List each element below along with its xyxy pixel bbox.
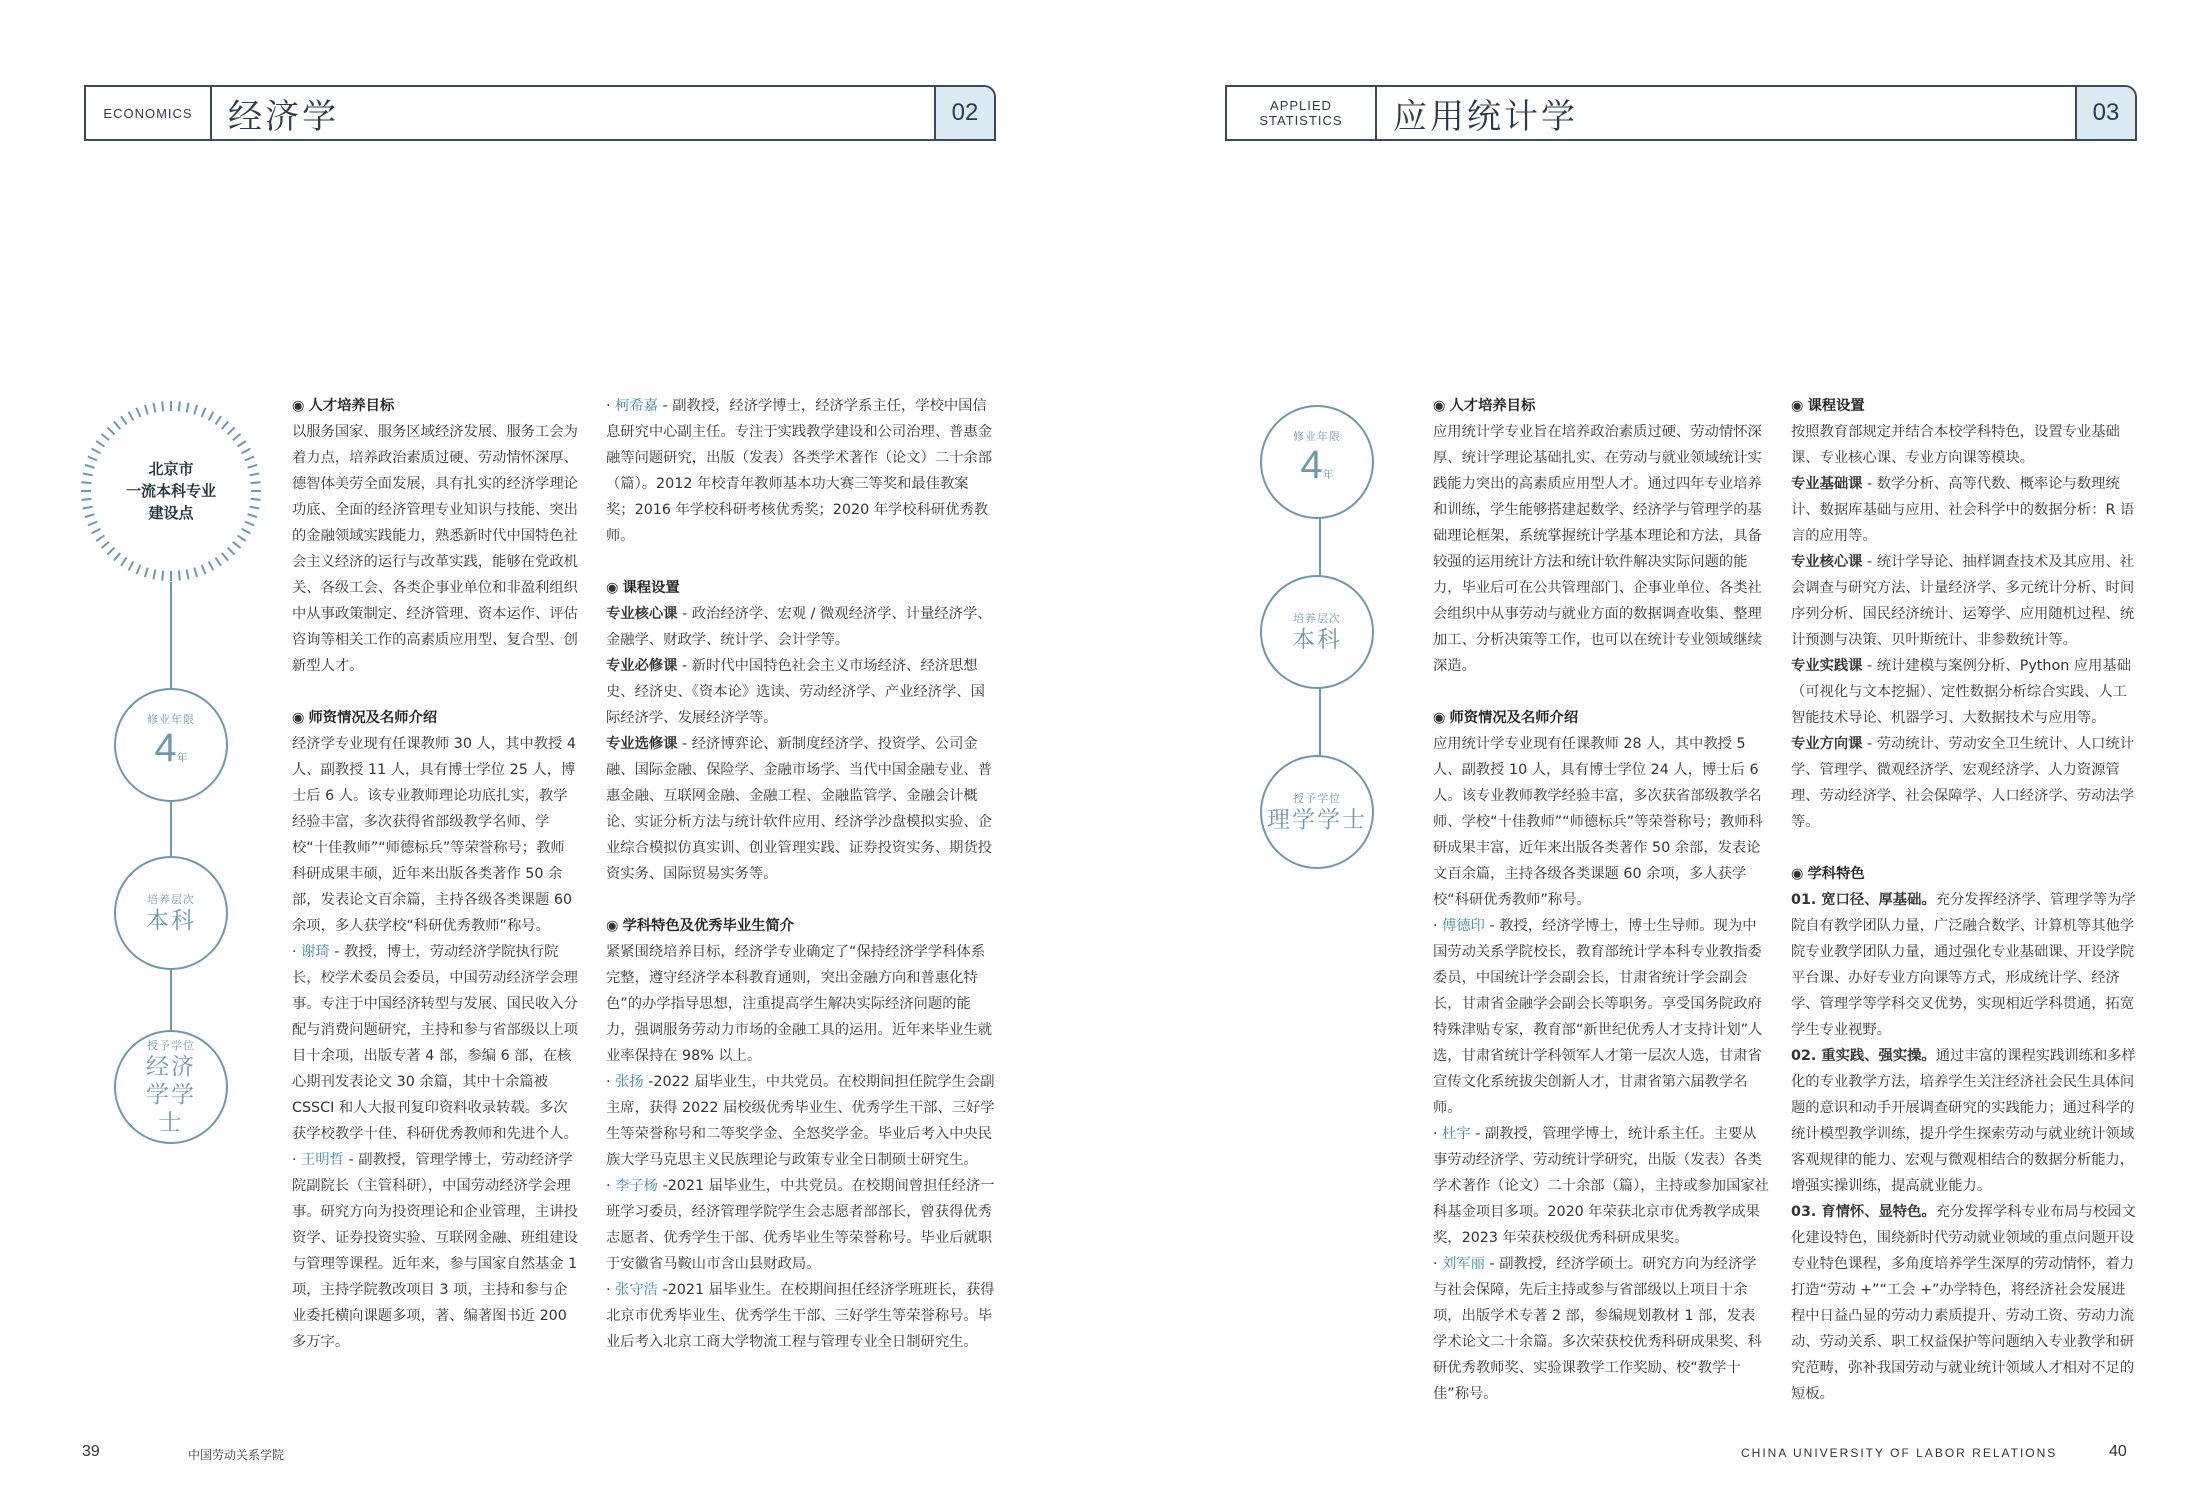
- header-number: 02: [934, 87, 994, 139]
- graduate-entry: · 张扬 -2022 届毕业生，中共党员。在校期间担任院学生会副主席，获得 2022 届校级优秀毕业生、优秀学生干部、三好学生等荣誉称号和二等奖学金、全怒奖学金。毕业后考入中央民族大学马克思主义民族理论与政策专业全日制硕士研究生。: [606, 1074, 995, 1168]
- course-paragraph: 按照教育部规定并结合本校学科特色，设置专业基础课、专业核心课、专业方向课等模块。: [1791, 424, 2120, 466]
- course-entry: 专业方向课 - 劳动统计、劳动安全卫生统计、人口统计学、管理学、微观经济学、宏观经济学、人力资源管理、劳动经济学、社会保障学、人口经济学、劳动法学等。: [1791, 736, 2135, 830]
- right-column-2: [1791, 393, 2137, 1407]
- left-column-1: [292, 393, 578, 1355]
- faculty-paragraph: 经济学专业现有任课教师 30 人，其中教授 4 人、副教授 11 人，具有博士学位 25 人，博士后 6 人。该专业教师理论功底扎实，教学经验丰富，多次获得省部级教学名师、学校“十佳教师”“师德标兵”等荣誉称号；教师科研成果丰硕，近年来出版各类著作 50 余部，发表论文百余篇，主持各级各类课题 60 余项，多人获学校“科研优秀教师”称号。: [292, 736, 576, 934]
- circle-value: 4: [154, 726, 177, 770]
- course-entry: 专业实践课 - 统计建模与案例分析、Python 应用基础（可视化与文本挖掘）、定性数据分析综合实践、人工智能技术导论、机器学习、大数据技术与应用等。: [1791, 658, 2131, 726]
- level-circle: [1260, 575, 1374, 689]
- faculty-paragraph: 应用统计学专业现有任课教师 28 人，其中教授 5 人、副教授 10 人，具有博士学位 24 人，博士后 6 人。该专业教师教学经验丰富，多次获省部级教学名师、学校“十佳教师”“师德标兵”等荣誉称号；教师科研成果丰富，近年来出版各类著作 50 余部，发表论文百余篇，主持各级各类课题 60 余项，多人获学校“科研优秀教师”称号。: [1433, 736, 1763, 908]
- page-number: 39: [82, 1443, 100, 1460]
- badge-line: 北京市: [148, 460, 194, 478]
- graduate-entry: · 张守浩 -2021 届毕业生。在校期间担任经济学班班长，获得北京市优秀毕业生、优秀学生干部、三好学生等荣誉称号。毕业后考入北京工商大学物流工程与管理专业全日制研究生。: [606, 1282, 995, 1350]
- section-header: [1225, 85, 2137, 141]
- section-heading: ◉ 课程设置: [1791, 398, 1865, 414]
- teacher-entry: · 杜宇 - 副教授，管理学博士，统计系主任。主要从事劳动经济学、劳动统计学研究，出版（发表）各类学术著作（论文）二十余部（篇），主持或参加国家社科基金项目多项。2020 年荣获北京市优秀教学成果奖，2023 年荣获校级优秀科研成果奖。: [1433, 1126, 1769, 1246]
- badge-line: 一流本科专业: [125, 482, 216, 500]
- section-heading: ◉ 人才培养目标: [292, 398, 395, 414]
- section-header: [84, 85, 996, 141]
- section-heading: ◉ 师资情况及名师介绍: [292, 710, 438, 726]
- circle-value: 经济学学士: [146, 1054, 196, 1136]
- feature-paragraph: 紧紧围绕培养目标，经济学专业确定了“保持经济学学科体系完整，遵守经济学本科教育通则，突出金融方向和普惠化特色”的办学指导思想，注重提高学生解决实际经济问题的能力，强调服务劳动力市场的金融工具的运用。近年来毕业生就业率保持在 98% 以上。: [606, 944, 993, 1064]
- header-title: 应用统计学: [1393, 96, 1578, 137]
- section-heading: ◉ 人才培养目标: [1433, 398, 1536, 414]
- circle-caption: 培养层次: [1293, 612, 1341, 625]
- goal-paragraph: 以服务国家、服务区域经济发展、服务工会为着力点，培养政治素质过硬、劳动情怀深厚、德智体美劳全面发展，具有扎实的经济学理论功底、全面的经济管理专业知识与技能、突出的金融领域实践能力，熟悉新时代中国特色社会主义经济的运行与改革实践，能够在党政机关、各级工会、各类企事业单位和非盈利组织中从事政策制定、经济管理、资本运作、评估咨询等相关工作的高素质应用型、复合型、创新型人才。: [292, 424, 578, 674]
- degree-circle: [1260, 755, 1374, 869]
- circle-caption: 授予学位: [1293, 792, 1341, 805]
- left-column-2: [606, 393, 996, 1355]
- circle-value: 4: [1300, 443, 1323, 487]
- course-entry: 专业核心课 - 政治经济学、宏观 / 微观经济学、计量经济学、金融学、财政学、统计学、会计学等。: [606, 606, 992, 648]
- duration-circle: [114, 688, 228, 802]
- degree-circle: [114, 1030, 228, 1144]
- course-entry: 专业必修课 - 新时代中国特色社会主义市场经济、经济思想史、经济史、《资本论》选读、劳动经济学、产业经济学、国际经济学、发展经济学等。: [606, 658, 985, 726]
- header-english: APPLIED STATISTICS: [1227, 87, 1377, 139]
- circle-value: 理学学士: [1267, 807, 1367, 833]
- course-entry: 专业选修课 - 经济博弈论、新制度经济学、投资学、公司金融、国际金融、保险学、金融市场学、当代中国金融专业、普惠金融、互联网金融、金融工程、金融监管学、金融会计概论、实证分析方法与统计软件应用、经济学沙盘模拟实验、企业综合模拟仿真实训、创业管理实践、证券投资实务、期货投资实务、国际贸易实务等。: [606, 736, 993, 882]
- circle-value: 本科: [1292, 627, 1342, 653]
- circle-value: 本科: [146, 908, 196, 934]
- right-page: [1103, 0, 2205, 1496]
- circle-unit: 年: [176, 752, 188, 764]
- teacher-entry: · 王明哲 - 副教授，管理学博士，劳动经济学院副院长（主管科研），中国劳动经济学会理事。研究方向为投资理论和企业管理，主讲投资学、证券投资实验、互联网金融、班组建设与管理等课程。近年来，参与国家自然基金 1 项，主持学院教改项目 3 项，主持和参与企业委托横向课题多项，著、编著图书近 200 多万字。: [292, 1152, 578, 1350]
- left-page: [0, 0, 1102, 1496]
- course-entry: 专业基础课 - 数学分析、高等代数、概率论与数理统计、数据库基础与应用、社会科学中的数据分析：R 语言的应用等。: [1791, 476, 2135, 544]
- footer-school: CHINA UNIVERSITY OF LABOR RELATIONS: [1741, 1446, 2058, 1460]
- circle-caption: 授予学位: [147, 1039, 195, 1052]
- circle-caption: 修业年限: [1293, 430, 1341, 443]
- badge-line: 建设点: [148, 504, 194, 522]
- teacher-entry: · 刘军丽 - 副教授，经济学硕士。研究方向为经济学与社会保障，先后主持或参与省部级以上项目十余项，出版学术专著 2 部，参编规划教材 1 部，发表学术论文二十余篇。多次荣获校优秀科研成果奖、科研优秀教师奖、实验课教学工作奖励、校“教学十佳”称号。: [1433, 1256, 1762, 1402]
- circle-unit: 年: [1322, 469, 1334, 481]
- section-heading: ◉ 课程设置: [606, 580, 680, 596]
- page-number: 40: [2109, 1443, 2127, 1460]
- header-number: 03: [2075, 87, 2135, 139]
- course-entry: 专业核心课 - 统计学导论、抽样调查技术及其应用、社会调查与研究方法、计量经济学、多元统计分析、时间序列分析、国民经济统计、运筹学、应用随机过程、统计预测与决策、贝叶斯统计、非参数统计等。: [1791, 554, 2135, 648]
- feature-entry: 01. 宽口径、厚基础。充分发挥经济学、管理学等为学院自有教学团队力量，广泛融合数学、计算机等其他学院专业教学团队力量，通过强化专业基础课、开设学院平台课、办好专业方向课等方式，形成统计学、经济学、管理学等学科交叉优势，实现相近学科贯通，拓宽学生专业视野。: [1791, 892, 2136, 1038]
- feature-entry: 03. 育情怀、显特色。充分发挥学科专业布局与校园文化建设特色，围绕新时代劳动就业领域的重点问题开设专业特色课程，多角度培养学生深厚的劳动情怀，着力打造“劳动 +”“工会 +”办学特色，将经济社会发展进程中日益凸显的劳动力素质提升、劳动工资、劳动力流动、劳动关系、职工权益保护等问题纳入专业教学和研究范畴，弥补我国劳动与就业统计领域人才相对不足的短板。: [1791, 1204, 2136, 1402]
- first-class-badge: [83, 403, 259, 579]
- goal-paragraph: 应用统计学专业旨在培养政治素质过硬、劳动情怀深厚、统计学理论基础扎实、在劳动与就业领域统计实践能力突出的高素质应用型人才。通过四年专业培养和训练，学生能够搭建起数学、经济学与管理学的基础理论框架，系统掌握统计学基本理论和方法，具备较强的运用统计方法和统计软件解决实际问题的能力，毕业后可在公共管理部门、企事业单位、各类社会组织中从事劳动与就业方面的数据调查收集、整理加工、分析决策等工作，也可以在统计专业领域继续深造。: [1433, 424, 1762, 674]
- footer-school: 中国劳动关系学院: [188, 1448, 285, 1462]
- feature-entry: 02. 重实践、强实操。通过丰富的课程实践训练和多样化的专业教学方法，培养学生关注经济社会民生具体问题的意识和动手开展调查研究的实践能力；通过科学的统计模型教学训练，提升学生探索劳动与就业统计领域客观规律的能力、宏观与微观相结合的数据分析能力，增强实操训练，提高就业能力。: [1791, 1048, 2136, 1194]
- circle-caption: 修业年限: [147, 713, 195, 726]
- graduate-entry: · 李子杨 -2021 届毕业生，中共党员。在校期间曾担任经济一班学习委员，经济管理学院学生会志愿者部部长，曾获得优秀志愿者、优秀学生干部、优秀毕业生等荣誉称号。毕业后就职于安徽省马鞍山市含山县财政局。: [606, 1178, 995, 1272]
- teacher-entry: · 柯希嘉 - 副教授，经济学博士，经济学系主任，学校中国信息研究中心副主任。专注于实践教学建设和公司治理、普惠金融等问题研究，出版（发表）各类学术著作（论文）二十余部（篇）。2012 年校青年教师基本功大赛三等奖和最佳教案奖；2016 年学校科研考核优秀奖；2020 年学校科研优秀教师。: [606, 398, 993, 544]
- circle-caption: 培养层次: [147, 893, 195, 906]
- section-heading: ◉ 学科特色: [1791, 866, 1865, 882]
- level-circle: [114, 856, 228, 970]
- right-column-1: [1433, 393, 1769, 1407]
- teacher-entry: · 谢琦 - 教授，博士，劳动经济学院执行院长，校学术委员会委员，中国劳动经济学会理事。专注于中国经济转型与发展、国民收入分配与消费问题研究，主持和参与省部级以上项目十余项，出版专著 4 部，参编 6 部，在核心期刊发表论文 30 余篇，其中十余篇被 CSSCI 和人大报刊复印资料收录转载。多次获学校教学十佳、科研优秀教师和先进个人。: [292, 944, 578, 1142]
- section-heading: ◉ 学科特色及优秀毕业生简介: [606, 918, 795, 934]
- teacher-entry: · 傅德印 - 教授，经济学博士，博士生导师。现为中国劳动关系学院校长，教育部统计学本科专业教指委委员，中国统计学会副会长，甘肃省统计学会副会长，甘肃省金融学会副会长等职务。享受国务院政府特殊津贴专家，教育部“新世纪优秀人才支持计划”人选，甘肃省统计学科领军人才第一层次人选，甘肃省宣传文化系统拔尖创新人才，甘肃省第六届教学名师。: [1433, 918, 1763, 1116]
- header-english: ECONOMICS: [86, 87, 212, 139]
- section-heading: ◉ 师资情况及名师介绍: [1433, 710, 1579, 726]
- header-title: 经济学: [228, 96, 339, 137]
- duration-circle: [1260, 405, 1374, 519]
